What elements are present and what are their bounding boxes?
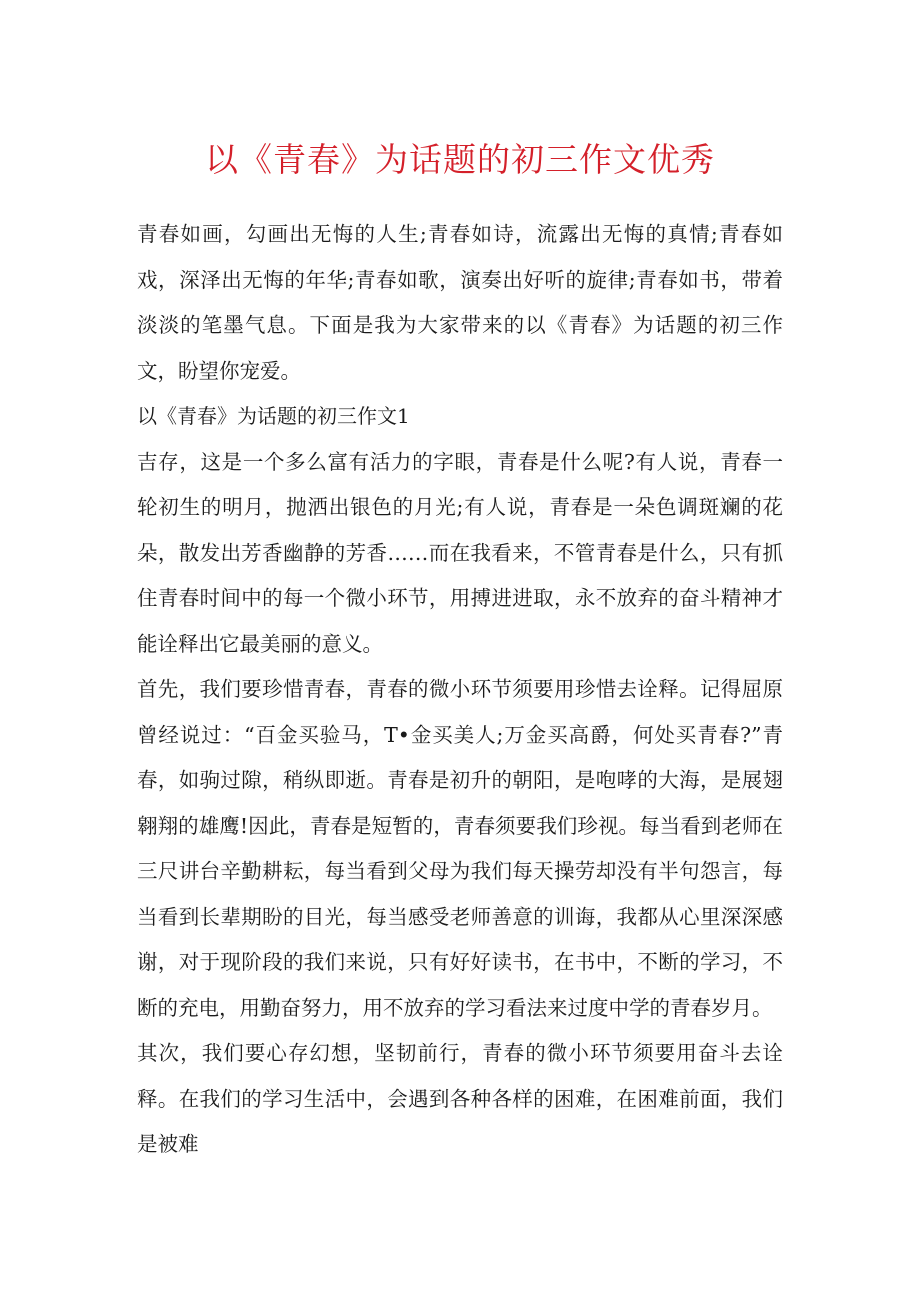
paragraph: 吉存，这是一个多么富有活力的字眼，青春是什么呢?有人说，青春一轮初生的明月，抛洒出银色的月光;有人说，青春是一朵色调斑斓的花朵，散发出芳香幽静的芳香……而在我看来，不管青春是什么，只有抓住青春时间中的每一个微小环节，用搏进进取，永不放弃的奋斗精神才能诠释出它最美丽的意义。 <box>137 449 783 656</box>
paragraph-intro: 青春如画，勾画出无悔的人生;青春如诗，流露出无悔的真情;青春如戏，深泽出无悔的年华;青春如歌，演奏出好听的旋律;青春如书，带着淡淡的笔墨气息。下面是我为大家带来的以《青春》为话题的初三作文，盼望你宠爱。 <box>137 222 783 383</box>
document-title: 以《青春》为话题的初三作文优秀 <box>205 140 715 179</box>
document-body <box>137 212 783 1168</box>
paragraph: 其次，我们要心存幻想，坚韧前行，青春的微小环节须要用奋斗去诠释。在我们的学习生活中，会遇到各种各样的困难，在困难前面，我们是被难 <box>137 1041 783 1156</box>
section-heading: 以《青春》为话题的初三作文1 <box>137 404 410 428</box>
paragraph: 首先，我们要珍惜青春，青春的微小环节须要用珍惜去诠释。记得屈原曾经说过：“百金买验马，T•金买美人;万金买高爵，何处买青春?”青春，如驹过隙，稍纵即逝。青春是初升的朝阳，是咆哮的大海，是展翅翱翔的雄鹰!因此，青春是短暂的，青春须要我们珍视。每当看到老师在三尺讲台辛勤耕耘，每当看到父母为我们每天操劳却没有半句怨言，每当看到长辈期盼的目光，每当感受老师善意的训诲，我都从心里深深感谢，对于现阶段的我们来说，只有好好读书，在书中，不断的学习，不断的充电，用勤奋努力，用不放弃的学习看法来过度中学的青春岁月。 <box>137 677 783 1020</box>
